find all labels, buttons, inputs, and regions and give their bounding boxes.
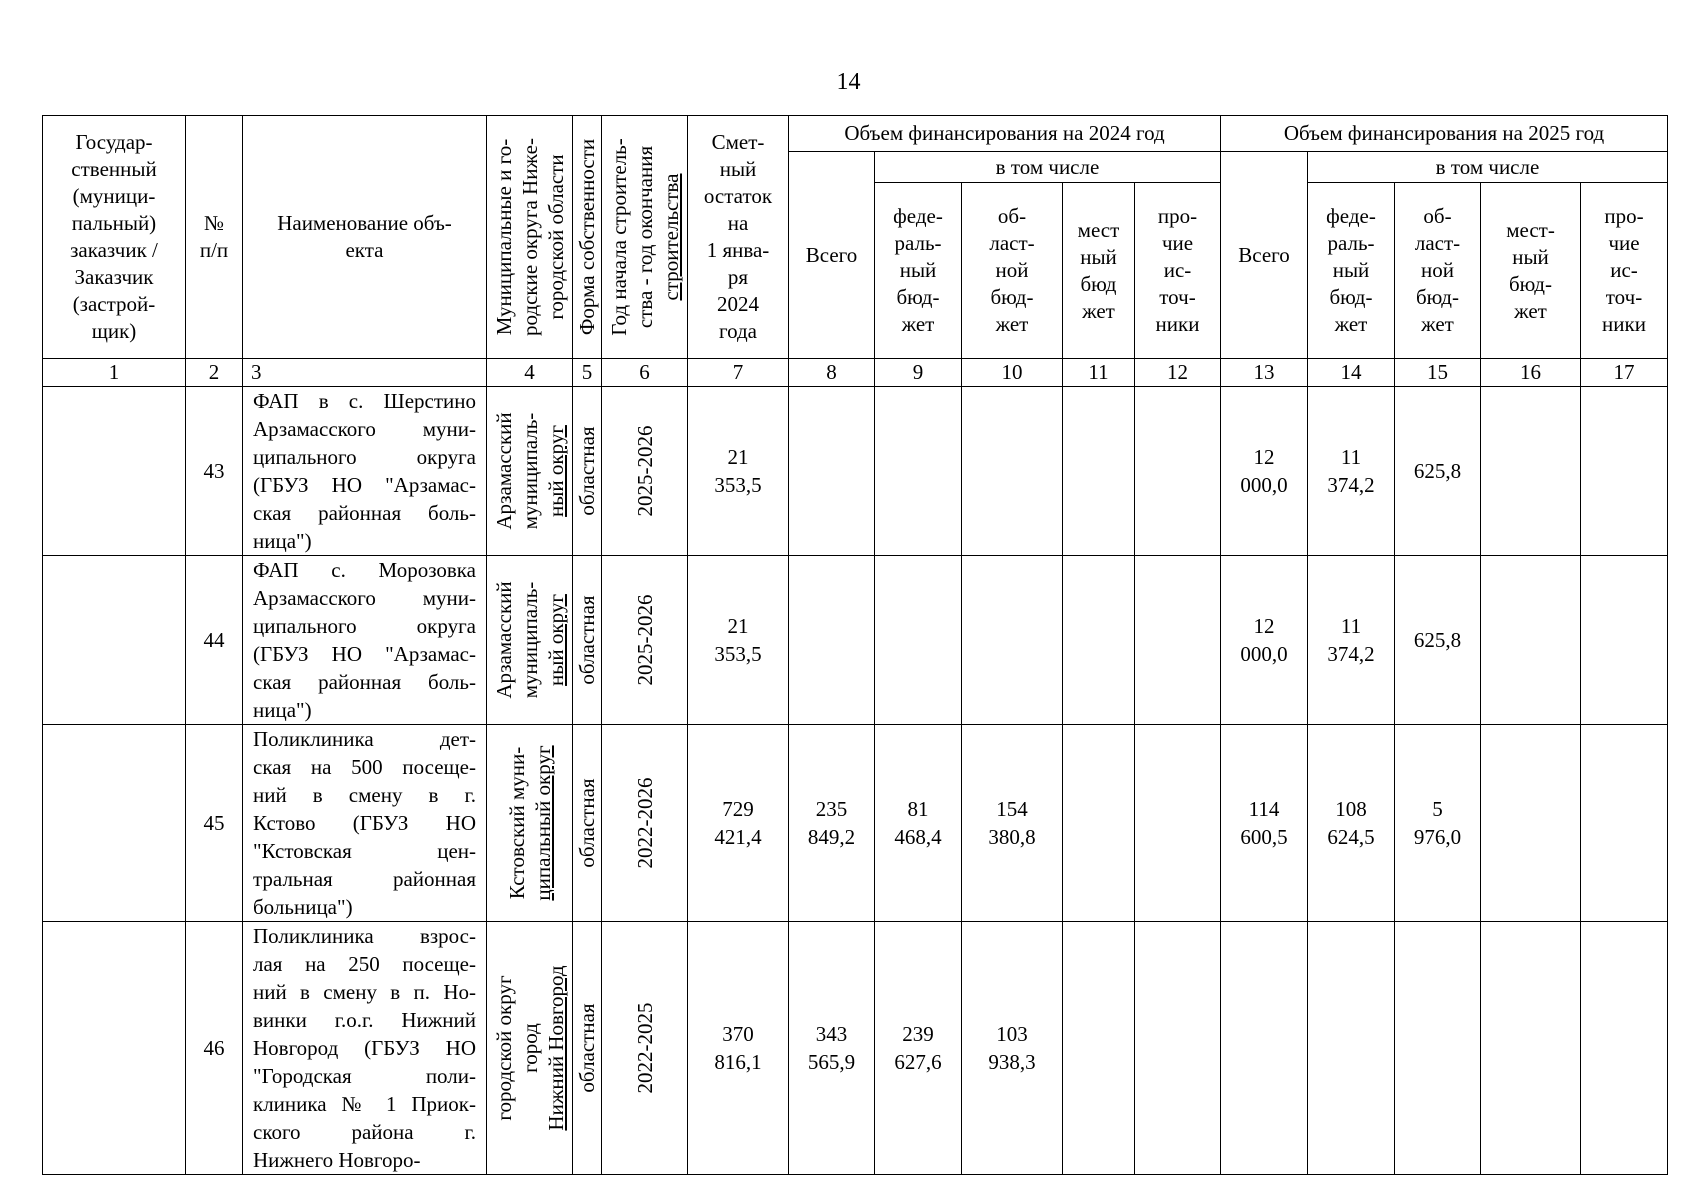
text-line: 21 bbox=[727, 614, 749, 638]
text-line: п/п bbox=[199, 238, 229, 262]
total-2024 bbox=[789, 725, 875, 922]
column-number: 3 bbox=[243, 359, 487, 387]
customer-cell bbox=[43, 556, 186, 725]
column-number: 12 bbox=[1135, 359, 1221, 387]
text-line: (ГБУЗ НО "Арзамас- bbox=[253, 642, 476, 666]
header-local-2025 bbox=[1481, 183, 1581, 359]
header-ownership: Форма собственности bbox=[573, 116, 602, 359]
text-line: 468,4 bbox=[894, 825, 942, 849]
header-municipal bbox=[487, 116, 573, 359]
header-including-2025: в том числе bbox=[1308, 152, 1668, 183]
text-line: лая на 250 посеще- bbox=[253, 952, 476, 976]
text-line: ный bbox=[1332, 258, 1370, 282]
text-line: ис- bbox=[1610, 258, 1638, 282]
text-line: 353,5 bbox=[714, 473, 762, 497]
text-line: ис- bbox=[1163, 258, 1192, 282]
text-line: бюд- bbox=[1329, 285, 1373, 309]
other-2025 bbox=[1581, 922, 1668, 1175]
regional-2024 bbox=[962, 922, 1063, 1175]
table-row bbox=[43, 556, 1668, 725]
row-number: 44 bbox=[186, 556, 243, 725]
text-line: пальный) bbox=[71, 211, 157, 235]
regional-2024 bbox=[962, 725, 1063, 922]
ownership-form: областная bbox=[573, 922, 602, 1175]
text-line: ская районная боль- bbox=[253, 501, 476, 525]
text-line: Арзамасский bbox=[491, 412, 516, 530]
text-line: жет bbox=[1082, 298, 1115, 323]
text-line: ласт- bbox=[1414, 231, 1461, 255]
header-total-2025: Всего bbox=[1221, 152, 1308, 359]
text-line: раль- bbox=[1327, 231, 1375, 255]
text-line: точ- bbox=[1605, 285, 1643, 309]
text-line: бюд bbox=[1080, 271, 1117, 296]
estimate-balance bbox=[688, 725, 789, 922]
text-line: года bbox=[719, 319, 757, 343]
text-line: ной bbox=[995, 258, 1029, 282]
header-num bbox=[186, 116, 243, 359]
text-line: 380,8 bbox=[988, 825, 1036, 849]
text-line: 11 bbox=[1340, 445, 1362, 469]
text-line: Новгород (ГБУЗ НО bbox=[253, 1036, 476, 1060]
text-line: бюд- bbox=[896, 285, 940, 309]
customer-cell bbox=[43, 922, 186, 1175]
column-number: 9 bbox=[875, 359, 962, 387]
construction-years: 2025-2026 bbox=[602, 387, 688, 556]
other-2024 bbox=[1135, 922, 1221, 1175]
text-line: 625,8 bbox=[1413, 628, 1462, 652]
text-line: "Кстовская цен- bbox=[253, 839, 476, 863]
text-line: Государ- bbox=[75, 130, 153, 154]
text-line: муниципаль- bbox=[517, 412, 542, 530]
text-line: № bbox=[203, 211, 225, 235]
estimate-balance bbox=[688, 556, 789, 725]
construction-years: 2025-2026 bbox=[602, 556, 688, 725]
local-2024 bbox=[1063, 725, 1135, 922]
text-line: ципального округа bbox=[253, 445, 476, 469]
customer-cell bbox=[43, 387, 186, 556]
text-line: Муниципальные и го- bbox=[491, 138, 516, 336]
regional-2025 bbox=[1395, 922, 1481, 1175]
header-total-2024: Всего bbox=[789, 152, 875, 359]
municipal-district bbox=[487, 387, 573, 556]
local-2024 bbox=[1063, 556, 1135, 725]
page-number: 14 bbox=[836, 69, 861, 95]
text-line: муниципаль- bbox=[517, 581, 542, 699]
text-line: 12 bbox=[1253, 614, 1275, 638]
text-line: 729 bbox=[722, 797, 754, 821]
text-line: 624,5 bbox=[1327, 825, 1375, 849]
text-line: винки г.о.г. Нижний bbox=[253, 1008, 476, 1032]
column-number: 17 bbox=[1581, 359, 1668, 387]
text-line: Нижнего Новгоро- bbox=[253, 1148, 421, 1172]
text-line: ница") bbox=[253, 698, 312, 722]
text-line: 625,8 bbox=[1413, 459, 1462, 483]
header-fin2024: Объем финансирования на 2024 год bbox=[789, 116, 1221, 152]
text-line: Кстово (ГБУЗ НО bbox=[253, 811, 476, 835]
municipal-district bbox=[487, 725, 573, 922]
header-other-2025 bbox=[1581, 183, 1668, 359]
text-line: остаток bbox=[703, 184, 773, 208]
other-2025 bbox=[1581, 387, 1668, 556]
construction-years: 2022-2025 bbox=[602, 922, 688, 1175]
text-line: клиника № 1 Приок- bbox=[253, 1092, 476, 1116]
text-line: родские округа Ниже- bbox=[517, 138, 542, 336]
text-line: 565,9 bbox=[807, 1050, 856, 1074]
text-line: строительства bbox=[658, 173, 683, 301]
text-line: ская на 500 посеще- bbox=[253, 755, 476, 779]
total-2024 bbox=[789, 922, 875, 1175]
text-line: феде- bbox=[1326, 204, 1376, 228]
text-line: 370 bbox=[722, 1022, 754, 1046]
header-fin2025: Объем финансирования на 2025 год bbox=[1221, 116, 1668, 152]
text-line: ный округ bbox=[543, 594, 568, 686]
row-number: 45 bbox=[186, 725, 243, 922]
text-line: 103 bbox=[996, 1022, 1028, 1046]
total-2025 bbox=[1221, 725, 1308, 922]
header-customer bbox=[43, 116, 186, 359]
text-line: ского района г. bbox=[253, 1120, 476, 1144]
text-line: 421,4 bbox=[714, 825, 762, 849]
text-line: 154 bbox=[996, 797, 1028, 821]
text-line: 627,6 bbox=[894, 1050, 942, 1074]
financing-table bbox=[42, 115, 1668, 1175]
text-line: 353,5 bbox=[714, 642, 762, 666]
text-line: жет bbox=[1514, 298, 1547, 323]
municipal-district bbox=[487, 922, 573, 1175]
column-number: 10 bbox=[962, 359, 1063, 387]
text-line: больница") bbox=[253, 895, 353, 919]
other-2025 bbox=[1581, 556, 1668, 725]
header-regional-2025 bbox=[1395, 183, 1481, 359]
text-line: 2024 bbox=[717, 292, 759, 316]
row-number: 43 bbox=[186, 387, 243, 556]
total-2025 bbox=[1221, 922, 1308, 1175]
text-line: 5 bbox=[1432, 797, 1443, 821]
text-line: ники bbox=[1155, 312, 1200, 336]
total-2024 bbox=[789, 387, 875, 556]
header-estimate bbox=[688, 116, 789, 359]
text-line: Арзамасского муни- bbox=[253, 417, 476, 441]
local-2025 bbox=[1481, 922, 1581, 1175]
column-number: 6 bbox=[602, 359, 688, 387]
text-line: жет bbox=[901, 312, 935, 336]
text-line: Заказчик bbox=[74, 265, 154, 289]
regional-2025 bbox=[1395, 725, 1481, 922]
header-regional-2024 bbox=[962, 183, 1063, 359]
local-2024 bbox=[1063, 922, 1135, 1175]
text-line: ний в смену в п. Но- bbox=[253, 980, 476, 1004]
text-line: 108 bbox=[1335, 797, 1367, 821]
total-2025 bbox=[1221, 387, 1308, 556]
text-line: городской округ bbox=[491, 975, 516, 1121]
text-line: 816,1 bbox=[714, 1050, 762, 1074]
ownership-form: областная bbox=[573, 387, 602, 556]
ownership-form: областная bbox=[573, 556, 602, 725]
object-name bbox=[243, 556, 487, 725]
column-number: 11 bbox=[1063, 359, 1135, 387]
text-line: Арзамасский bbox=[491, 581, 516, 699]
other-2025 bbox=[1581, 725, 1668, 922]
column-number: 7 bbox=[688, 359, 789, 387]
column-number: 4 bbox=[487, 359, 573, 387]
text-line: ники bbox=[1602, 312, 1646, 336]
text-line: 1 янва- bbox=[706, 238, 770, 262]
table-row bbox=[43, 387, 1668, 556]
header-years bbox=[602, 116, 688, 359]
text-line: 849,2 bbox=[807, 825, 856, 849]
text-line: Поликлиника взрос- bbox=[253, 924, 476, 948]
text-line: ный bbox=[899, 258, 937, 282]
table-row bbox=[43, 725, 1668, 922]
estimate-balance bbox=[688, 922, 789, 1175]
customer-cell bbox=[43, 725, 186, 922]
text-line: ципального округа bbox=[253, 614, 476, 638]
text-line: ный bbox=[719, 157, 757, 181]
text-line: 239 bbox=[902, 1022, 934, 1046]
text-line: мест- bbox=[1506, 217, 1555, 242]
text-line: чие bbox=[1161, 231, 1194, 255]
construction-years: 2022-2026 bbox=[602, 725, 688, 922]
text-line: Смет- bbox=[711, 130, 765, 154]
column-number: 16 bbox=[1481, 359, 1581, 387]
text-line: ства - год окончания bbox=[632, 145, 657, 329]
text-line: про- bbox=[1604, 204, 1644, 228]
text-line: (муници- bbox=[72, 184, 156, 208]
text-line: 600,5 bbox=[1240, 825, 1288, 849]
column-numbers-row bbox=[43, 359, 1668, 387]
text-line: 374,2 bbox=[1327, 473, 1375, 497]
text-line: об- bbox=[997, 204, 1027, 228]
federal-2025 bbox=[1308, 387, 1395, 556]
column-number: 1 bbox=[43, 359, 186, 387]
text-line: 343 bbox=[815, 1022, 848, 1046]
local-2025 bbox=[1481, 387, 1581, 556]
text-line: жет bbox=[1334, 312, 1368, 336]
text-line: 000,0 bbox=[1240, 642, 1288, 666]
text-line: "Городская поли- bbox=[253, 1064, 476, 1088]
column-number: 13 bbox=[1221, 359, 1308, 387]
text-line: ФАП с. Морозовка bbox=[253, 558, 476, 582]
text-line: ной bbox=[1421, 258, 1454, 282]
header-other-2024 bbox=[1135, 183, 1221, 359]
text-line: ская районная боль- bbox=[253, 670, 476, 694]
text-line: Арзамасского муни- bbox=[253, 586, 476, 610]
text-line: 235 bbox=[815, 797, 848, 821]
text-line: жет bbox=[1421, 312, 1454, 336]
text-line: заказчик / bbox=[70, 238, 158, 262]
text-line: ный bbox=[1512, 244, 1549, 269]
ownership-form: областная bbox=[573, 725, 602, 922]
other-2024 bbox=[1135, 387, 1221, 556]
municipal-district bbox=[487, 556, 573, 725]
text-line: бюд- bbox=[1416, 285, 1459, 309]
object-name bbox=[243, 725, 487, 922]
federal-2024 bbox=[875, 387, 962, 556]
text-line: ница") bbox=[253, 529, 312, 553]
text-line: 12 bbox=[1253, 445, 1275, 469]
header-local-2024 bbox=[1063, 183, 1135, 359]
text-line: ФАП в с. Шерстино bbox=[253, 389, 476, 413]
column-number: 15 bbox=[1395, 359, 1481, 387]
table-row bbox=[43, 922, 1668, 1175]
header-including-2024: в том числе bbox=[875, 152, 1221, 183]
regional-2025 bbox=[1395, 387, 1481, 556]
text-line: ственный bbox=[71, 157, 157, 181]
column-number: 14 bbox=[1308, 359, 1395, 387]
other-2024 bbox=[1135, 725, 1221, 922]
text-line: ный bbox=[1080, 244, 1117, 269]
other-2024 bbox=[1135, 556, 1221, 725]
header-object-name bbox=[243, 116, 487, 359]
text-line: ря bbox=[727, 265, 749, 289]
text-line: Год начала строитель- bbox=[606, 138, 631, 336]
federal-2024 bbox=[875, 556, 962, 725]
federal-2025 bbox=[1308, 556, 1395, 725]
text-line: 938,3 bbox=[988, 1050, 1036, 1074]
text-line: точ- bbox=[1159, 285, 1196, 309]
federal-2024 bbox=[875, 922, 962, 1175]
text-line: ний в смену в г. bbox=[253, 783, 476, 807]
header-federal-2024 bbox=[875, 183, 962, 359]
text-line: бюд- bbox=[1509, 271, 1552, 296]
text-line: про- bbox=[1157, 204, 1198, 228]
text-line: Кстовский муни- bbox=[504, 746, 529, 900]
text-line: жет bbox=[995, 312, 1029, 336]
text-line: екта bbox=[345, 238, 384, 262]
text-line: об- bbox=[1423, 204, 1452, 228]
total-2024 bbox=[789, 556, 875, 725]
text-line: Нижний Новгород bbox=[543, 965, 568, 1131]
local-2024 bbox=[1063, 387, 1135, 556]
local-2025 bbox=[1481, 556, 1581, 725]
text-line: 11 bbox=[1340, 614, 1362, 638]
text-line: 114 bbox=[1248, 797, 1280, 821]
header-federal-2025 bbox=[1308, 183, 1395, 359]
text-line: ципальный округ bbox=[530, 745, 555, 901]
text-line: 374,2 bbox=[1327, 642, 1375, 666]
text-line: бюд- bbox=[990, 285, 1034, 309]
local-2025 bbox=[1481, 725, 1581, 922]
object-name bbox=[243, 387, 487, 556]
column-number: 2 bbox=[186, 359, 243, 387]
text-line: феде- bbox=[893, 204, 943, 228]
federal-2025 bbox=[1308, 725, 1395, 922]
text-line: Поликлиника дет- bbox=[253, 727, 476, 751]
estimate-balance bbox=[688, 387, 789, 556]
text-line: 21 bbox=[727, 445, 749, 469]
text-line: 81 bbox=[907, 797, 929, 821]
text-line: 976,0 bbox=[1413, 825, 1462, 849]
text-line: тральная районная bbox=[253, 867, 476, 891]
column-number: 5 bbox=[573, 359, 602, 387]
text-line: (застрой- bbox=[72, 292, 156, 316]
text-line: чие bbox=[1608, 231, 1640, 255]
column-number: 8 bbox=[789, 359, 875, 387]
total-2025 bbox=[1221, 556, 1308, 725]
object-name bbox=[243, 922, 487, 1175]
text-line: ный округ bbox=[543, 425, 568, 517]
text-line: город bbox=[517, 1023, 542, 1073]
text-line: городской области bbox=[543, 154, 568, 320]
row-number: 46 bbox=[186, 922, 243, 1175]
federal-2025 bbox=[1308, 922, 1395, 1175]
text-line: Наименование объ- bbox=[277, 211, 452, 235]
regional-2025 bbox=[1395, 556, 1481, 725]
text-line: щик) bbox=[91, 319, 137, 343]
text-line: раль- bbox=[894, 231, 942, 255]
text-line: 000,0 bbox=[1240, 473, 1288, 497]
regional-2024 bbox=[962, 387, 1063, 556]
text-line: ласт- bbox=[989, 231, 1035, 255]
regional-2024 bbox=[962, 556, 1063, 725]
text-line: (ГБУЗ НО "Арзамас- bbox=[253, 473, 476, 497]
text-line: мест bbox=[1077, 217, 1120, 242]
federal-2024 bbox=[875, 725, 962, 922]
text-line: на bbox=[727, 211, 749, 235]
